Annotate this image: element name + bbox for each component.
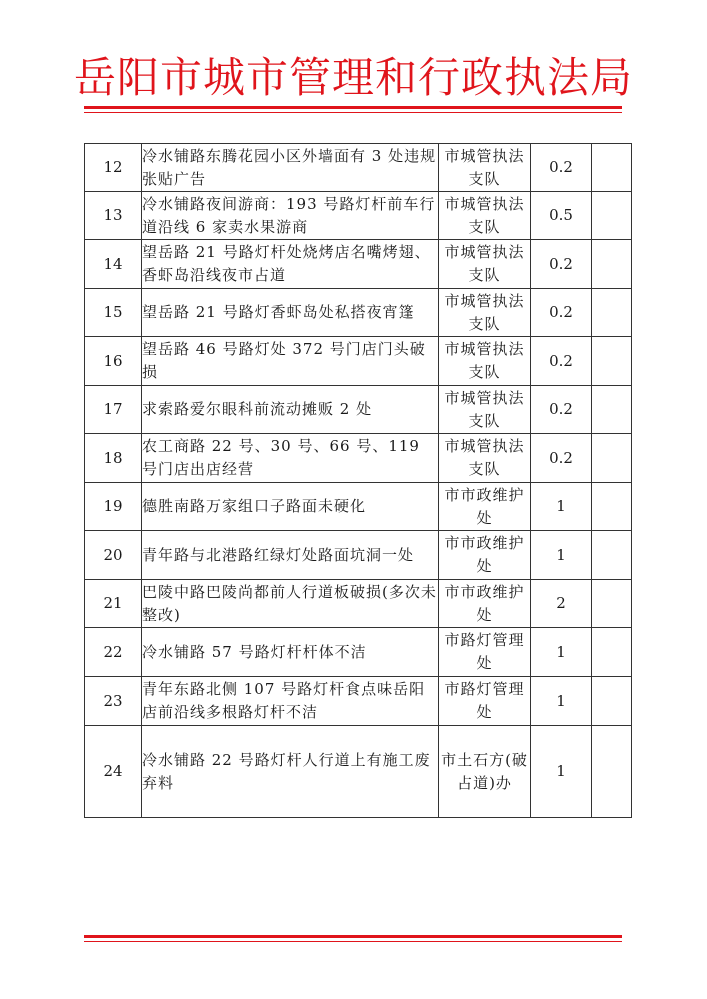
row-department: 市城管执法支队	[439, 434, 531, 483]
table-row	[85, 240, 632, 289]
row-department: 市土石方(破占道)办	[439, 726, 531, 818]
row-description: 冷水铺路 22 号路灯杆人行道上有施工废弃料	[142, 726, 439, 818]
inspection-table-body	[85, 144, 632, 818]
row-number: 20	[85, 531, 142, 580]
row-score: 1	[531, 726, 592, 818]
row-number: 17	[85, 386, 142, 434]
row-description: 青年路与北港路红绿灯处路面坑洞一处	[142, 531, 439, 580]
row-description: 农工商路 22 号、30 号、66 号、119 号门店出店经营	[142, 434, 439, 483]
row-department: 市城管执法支队	[439, 386, 531, 434]
row-department: 市城管执法支队	[439, 289, 531, 337]
row-description: 德胜南路万家组口子路面未硬化	[142, 483, 439, 531]
row-score: 0.2	[531, 289, 592, 337]
row-extra	[592, 386, 632, 434]
row-score: 1	[531, 483, 592, 531]
table-row	[85, 726, 632, 818]
row-number: 19	[85, 483, 142, 531]
row-description: 冷水铺路 57 号路灯杆杆体不洁	[142, 628, 439, 677]
row-department: 市路灯管理处	[439, 677, 531, 726]
table-row	[85, 531, 632, 580]
row-description: 望岳路 21 号路灯香虾岛处私搭夜宵篷	[142, 289, 439, 337]
row-score: 0.5	[531, 192, 592, 240]
header-rule-bottom	[84, 112, 622, 113]
row-department: 市路灯管理处	[439, 628, 531, 677]
table-row	[85, 289, 632, 337]
row-number: 12	[85, 144, 142, 192]
row-department: 市市政维护处	[439, 580, 531, 628]
row-number: 23	[85, 677, 142, 726]
row-extra	[592, 677, 632, 726]
table-row	[85, 677, 632, 726]
row-department: 市市政维护处	[439, 483, 531, 531]
row-score: 0.2	[531, 337, 592, 386]
table-row	[85, 483, 632, 531]
row-score: 0.2	[531, 386, 592, 434]
row-description: 巴陵中路巴陵尚都前人行道板破损(多次未整改)	[142, 580, 439, 628]
row-extra	[592, 580, 632, 628]
row-number: 22	[85, 628, 142, 677]
table-row	[85, 386, 632, 434]
document-title: 岳阳市城市管理和行政执法局	[73, 53, 633, 102]
footer-rule-bottom	[84, 941, 622, 942]
row-extra	[592, 434, 632, 483]
row-score: 0.2	[531, 144, 592, 192]
row-score: 1	[531, 531, 592, 580]
row-department: 市城管执法支队	[439, 240, 531, 289]
row-score: 0.2	[531, 240, 592, 289]
table-row	[85, 434, 632, 483]
table-row	[85, 144, 632, 192]
row-score: 1	[531, 677, 592, 726]
footer-rule-top	[84, 935, 622, 938]
row-score: 0.2	[531, 434, 592, 483]
row-department: 市城管执法支队	[439, 144, 531, 192]
row-score: 2	[531, 580, 592, 628]
row-extra	[592, 289, 632, 337]
row-description: 望岳路 46 号路灯处 372 号门店门头破损	[142, 337, 439, 386]
table-row	[85, 192, 632, 240]
row-description: 望岳路 21 号路灯杆处烧烤店名嘴烤翅、香虾岛沿线夜市占道	[142, 240, 439, 289]
row-number: 16	[85, 337, 142, 386]
table-row	[85, 628, 632, 677]
row-number: 13	[85, 192, 142, 240]
row-number: 14	[85, 240, 142, 289]
row-extra	[592, 483, 632, 531]
table-row	[85, 580, 632, 628]
row-department: 市城管执法支队	[439, 192, 531, 240]
row-extra	[592, 726, 632, 818]
row-department: 市市政维护处	[439, 531, 531, 580]
row-description: 冷水铺路夜间游商：193 号路灯杆前车行道沿线 6 家卖水果游商	[142, 192, 439, 240]
table-row	[85, 337, 632, 386]
row-extra	[592, 240, 632, 289]
row-extra	[592, 531, 632, 580]
row-extra	[592, 337, 632, 386]
row-department: 市城管执法支队	[439, 337, 531, 386]
row-description: 冷水铺路东腾花园小区外墙面有 3 处违规张贴广告	[142, 144, 439, 192]
row-description: 求索路爱尔眼科前流动摊贩 2 处	[142, 386, 439, 434]
row-number: 24	[85, 726, 142, 818]
row-extra	[592, 192, 632, 240]
row-number: 15	[85, 289, 142, 337]
row-extra	[592, 628, 632, 677]
row-score: 1	[531, 628, 592, 677]
row-description: 青年东路北侧 107 号路灯杆食点味岳阳店前沿线多根路灯杆不洁	[142, 677, 439, 726]
row-extra	[592, 144, 632, 192]
row-number: 21	[85, 580, 142, 628]
row-number: 18	[85, 434, 142, 483]
header-rule-top	[84, 106, 622, 109]
inspection-table	[84, 143, 632, 818]
